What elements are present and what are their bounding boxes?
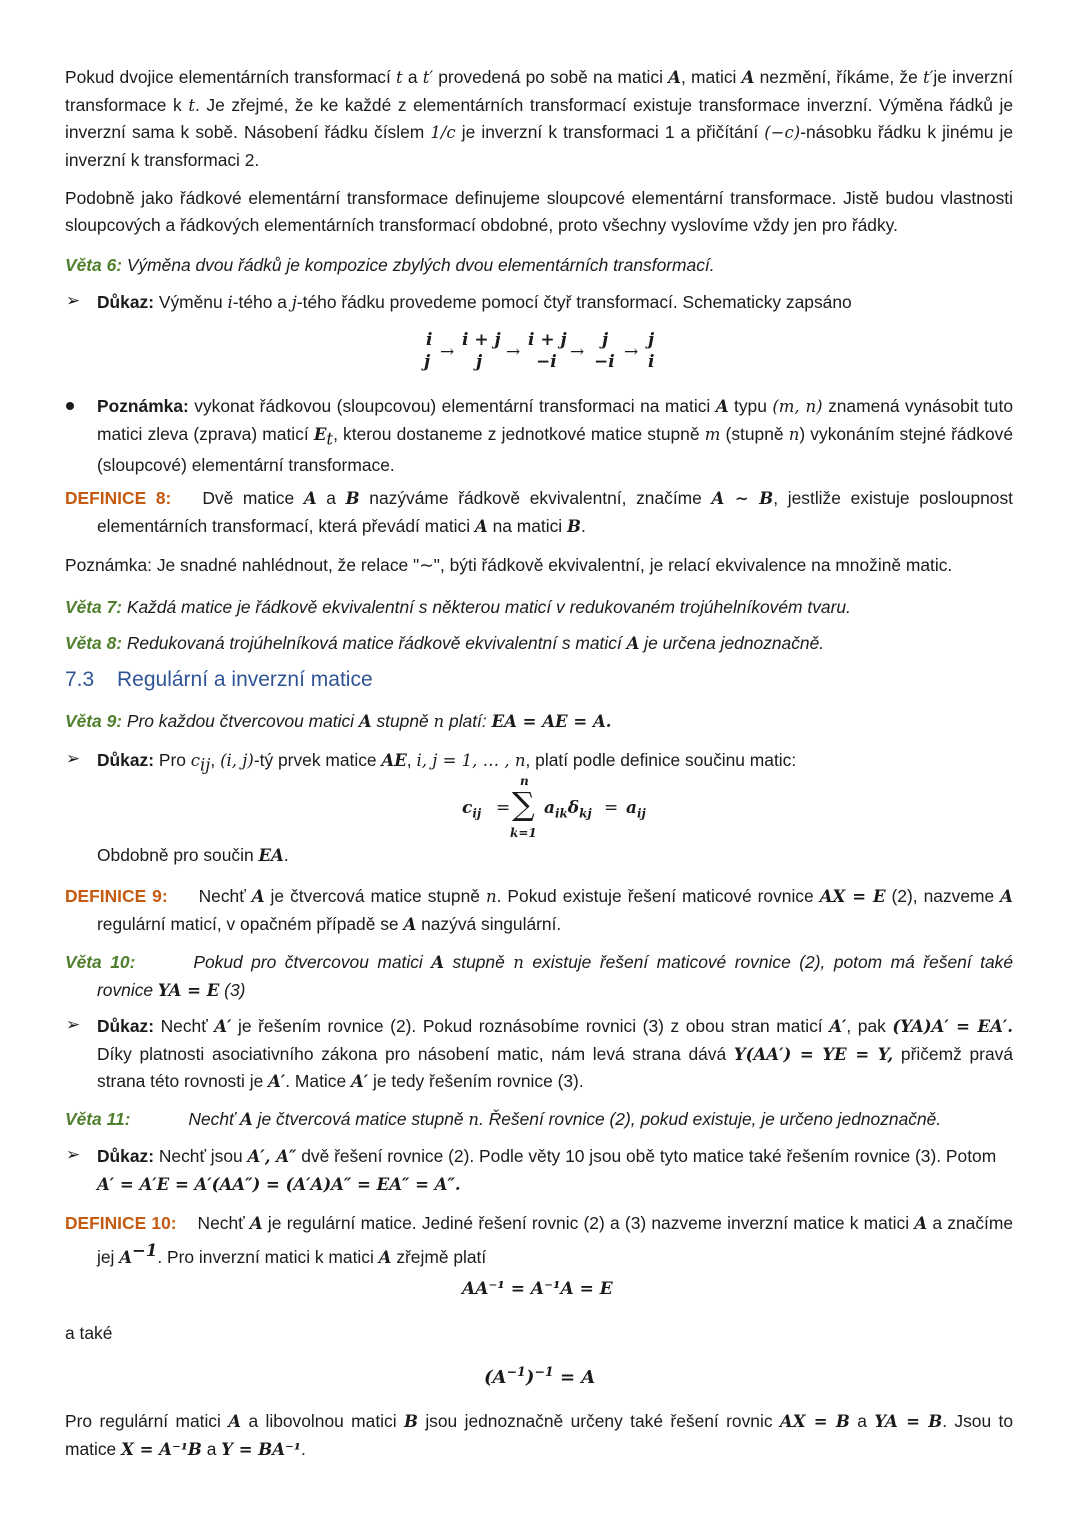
- text: Nechť: [198, 886, 252, 906]
- math-equation: YA = B: [874, 1412, 943, 1431]
- text: . Pro inverzní matici k matici: [157, 1246, 379, 1267]
- paragraph-regular-solutions: [65, 1408, 1013, 1463]
- schema-cell: j: [602, 330, 609, 350]
- math-identity-eq: EA = AE = A.: [491, 712, 612, 731]
- math-neg-c: (−c): [764, 123, 801, 142]
- text: . Je zřejmé, že ke každé z elementárních transformací existuje transformace inverzní. Výměna řádků je inverzní sama k sobě. Násobení řádku číslem: [65, 94, 1013, 142]
- theorem-label: Věta 6:: [65, 255, 123, 275]
- theorem-10: [65, 949, 1013, 1004]
- math-inv-c: 1/c: [430, 123, 456, 142]
- text: . Pokud existuje řešení maticové rovnice: [496, 886, 820, 906]
- math-A: A: [668, 68, 681, 87]
- text: typu: [728, 396, 773, 416]
- text: , kterou dostaneme z jednotkové matice stupně: [333, 423, 705, 444]
- row-swap-schema: [420, 330, 670, 380]
- schema-cell: i + j: [528, 330, 567, 350]
- theorem-label: Věta 7:: [65, 597, 123, 617]
- math-A: A: [431, 953, 445, 972]
- text: jsou jednoznačně určeny také řešení rovnic: [417, 1411, 780, 1431]
- math-A-prime: A′: [214, 1017, 232, 1036]
- math-a: a: [626, 798, 638, 818]
- proof-11: [97, 1143, 1013, 1198]
- theorem-text: Pokud pro čtvercovou matici: [193, 952, 432, 972]
- theorem-text: stupně: [371, 711, 434, 731]
- theorem-label: Věta 9:: [65, 711, 123, 731]
- text: regulární maticí, v opačném případě se: [97, 913, 404, 934]
- math-A: A: [228, 1412, 242, 1431]
- schema-cell: −i: [536, 352, 557, 372]
- theorem-text: stupně: [444, 952, 514, 972]
- math-B: B: [403, 1412, 418, 1431]
- note-label: Poznámka:: [97, 396, 189, 416]
- theorem-label: Věta 8:: [65, 633, 123, 653]
- math-j: j: [291, 293, 297, 312]
- math-B: B: [345, 489, 360, 508]
- text: (stupně: [720, 423, 789, 444]
- text: je regulární matice. Jediné řešení rovnic (2) a (3) nazveme inverzní matice k matici: [262, 1213, 915, 1233]
- proof-label: Důkaz:: [97, 750, 155, 770]
- theorem-text: je určena jednoznačně.: [639, 633, 825, 653]
- text: , platí podle definice součinu matic:: [525, 750, 797, 770]
- theorem-text: je čtvercová matice stupně: [252, 1109, 469, 1129]
- math-t-prime: t′: [422, 68, 434, 87]
- sum-upper-limit: n: [520, 774, 529, 788]
- math-sup: −1: [506, 1364, 526, 1379]
- math-sup: −1: [534, 1364, 554, 1379]
- text: -tého řádku provedeme pomocí čtyř transformací. Schematicky zapsáno: [296, 292, 852, 312]
- math-equation: AX = E: [819, 887, 886, 906]
- analogous-note: [97, 842, 1013, 870]
- paragraph-inverse-transform: [65, 64, 1013, 173]
- text: Dvě matice: [202, 488, 304, 508]
- math-m: m: [704, 424, 721, 444]
- text: Výměnu: [154, 292, 228, 312]
- text: ) vykonáním stejné řádkové (sloupcové) elementární transformace.: [97, 423, 1014, 476]
- math-A-prime: A′: [829, 1017, 847, 1036]
- text: a značíme jej: [97, 1213, 1013, 1267]
- text: Nechť: [154, 1016, 215, 1036]
- text: ,: [210, 750, 221, 770]
- text: Pro regulární matici: [65, 1411, 229, 1431]
- also-text: a také: [65, 1323, 113, 1343]
- math-t-prime: t′: [922, 68, 934, 87]
- schema-cell: i: [426, 330, 433, 350]
- math-A: A: [715, 397, 729, 416]
- math-n: n: [468, 1110, 480, 1129]
- theorem-label: Věta 10:: [65, 952, 136, 972]
- text: (2), nazveme: [885, 886, 1001, 906]
- math-EA: EA: [258, 846, 284, 865]
- math-n: n: [485, 887, 497, 906]
- math-n: n: [433, 712, 445, 731]
- math-equation: Y(AA′) = YE = Y,: [733, 1044, 894, 1064]
- text: , pak: [846, 1016, 893, 1036]
- theorem-8: [65, 630, 1013, 658]
- arrow-icon: →: [570, 342, 585, 362]
- proof-label: Důkaz:: [97, 1146, 155, 1166]
- math-i: i: [227, 293, 233, 312]
- math-relation: A ∼ B: [711, 489, 774, 508]
- math-sup: −1: [132, 1240, 158, 1260]
- math-mn: (m, n): [772, 397, 823, 416]
- math-t: t: [396, 68, 403, 87]
- theorem-11: [65, 1106, 1013, 1134]
- text: .: [580, 515, 586, 536]
- section-number: 7.3: [65, 668, 95, 691]
- arrow-icon: →: [440, 342, 455, 362]
- math-rest: = A: [553, 1367, 596, 1388]
- text: -tého a: [232, 292, 292, 312]
- text: , matici: [680, 67, 742, 87]
- theorem-text: (3): [219, 979, 246, 1000]
- text: je řešením rovnice (2). Pokud roznásobíme rovnici (3) z obou stran maticí: [231, 1016, 830, 1036]
- math-sub: ij: [472, 806, 482, 821]
- math-sub: ij: [637, 806, 646, 821]
- math-A-prime: A′: [350, 1072, 369, 1091]
- text: a: [316, 488, 346, 508]
- math-A: A: [914, 1214, 928, 1233]
- schema-cell: j: [648, 330, 655, 350]
- math-equation: YA = E: [157, 980, 220, 1000]
- math-sub-ij: ij: [200, 755, 211, 775]
- text: provedená po sobě na matici: [433, 67, 669, 87]
- math-B: B: [567, 516, 581, 536]
- text: Pro: [154, 750, 191, 770]
- math-delta: δ: [567, 798, 580, 818]
- proof-6: [97, 289, 1013, 317]
- math-A: A: [251, 887, 265, 906]
- math-n: n: [788, 424, 800, 444]
- text: je tedy řešením rovnice (3).: [368, 1071, 584, 1091]
- text: Nechť: [197, 1213, 250, 1233]
- theorem-text: Pro každou čtvercovou matici: [122, 711, 359, 731]
- definition-label: DEFINICE 8:: [65, 488, 172, 508]
- definition-8: [65, 485, 1013, 540]
- text: a libovolnou matici: [241, 1411, 404, 1431]
- double-inverse-equation: [484, 1364, 595, 1388]
- text: . Jsou to matice: [65, 1411, 1014, 1459]
- math-c: c: [190, 751, 200, 770]
- text: je inverzní k transformaci 1 a přičítání: [455, 122, 765, 142]
- proof-label: Důkaz:: [97, 1016, 155, 1036]
- math-a: a: [544, 798, 556, 818]
- math-equation: AX = B: [779, 1412, 850, 1431]
- math-c: c: [462, 798, 473, 818]
- text: nazývá singulární.: [416, 913, 562, 934]
- math-A: A: [358, 712, 372, 731]
- math-A-prime: A′: [268, 1072, 286, 1091]
- math-n: n: [513, 953, 524, 972]
- equals-sign: =: [604, 798, 619, 818]
- inverse-equation: AA⁻¹ = A⁻¹A = E: [462, 1279, 613, 1299]
- math-range: i, j = 1, … , n: [416, 751, 526, 770]
- math-sub-t: t: [326, 428, 334, 448]
- math-sub: ik: [555, 806, 568, 821]
- arrow-icon: →: [624, 342, 639, 362]
- schema-cell: i + j: [462, 330, 501, 350]
- schema-cell: −i: [594, 352, 615, 372]
- arrow-bullet-icon: ➢: [66, 291, 81, 310]
- text: -násobku řádku k jinému je inverzní k transformaci 2.: [65, 122, 1013, 170]
- text: ,: [406, 750, 417, 770]
- math-equation: Y = BA⁻¹: [221, 1439, 301, 1459]
- definition-10: [65, 1210, 1013, 1271]
- equals-sign: =: [496, 798, 511, 818]
- text: nazýváme řádkově ekvivalentní, značíme: [359, 488, 712, 508]
- theorem-text: Nechť: [188, 1109, 241, 1129]
- math-equation: (YA)A′ = EA′.: [892, 1017, 1013, 1036]
- text: nezmění, říkáme, že: [754, 67, 923, 87]
- math-open: (A: [484, 1367, 507, 1388]
- math-A: A: [474, 516, 488, 536]
- math-A: A: [303, 489, 317, 508]
- math-A: A: [626, 634, 640, 653]
- math-solutions: A′, A″: [247, 1147, 297, 1166]
- text: na matici: [487, 515, 567, 536]
- math-t: t: [188, 95, 195, 115]
- text: .: [301, 1438, 306, 1459]
- text: Pokud dvojice elementárních transformací: [65, 67, 397, 87]
- text: je čtvercová matice stupně: [264, 886, 486, 906]
- text: Nechť jsou: [154, 1146, 248, 1166]
- theorem-text: Výměna dvou řádků je kompozice zbylých dvou elementárních transformací.: [122, 255, 715, 275]
- section-title: Regulární a inverzní matice: [117, 668, 373, 691]
- theorem-text: existuje řešení maticové rovnice (2), potom má řešení také rovnice: [97, 952, 1013, 1000]
- proof-label: Důkaz:: [97, 292, 155, 312]
- theorem-9: [65, 708, 1013, 736]
- theorem-text: Každá matice je řádkově ekvivalentní s některou maticí v redukovaném trojúhelníkovém tvaru.: [122, 597, 851, 617]
- sum-lower-limit: k=1: [510, 826, 537, 840]
- bullet-dot-icon: [66, 402, 74, 410]
- text: a: [849, 1411, 875, 1431]
- theorem-text: platí:: [444, 711, 492, 731]
- text: zřejmě platí: [391, 1246, 487, 1267]
- paragraph-column-transforms: Podobně jako řádkové elementární transformace definujeme sloupcové elementární transformace. Jistě budou vlastnosti sloupcových a řádkových elementárních transformací obdobné, proto všechny vyslovíme vždy jen pro řádky.: [65, 188, 1013, 235]
- math-close: ): [525, 1367, 535, 1388]
- math-A: A: [249, 1214, 263, 1233]
- schema-cell: i: [648, 352, 655, 372]
- arrow-bullet-icon: ➢: [66, 1015, 81, 1034]
- math-ij-pair: (i, j): [220, 751, 254, 770]
- arrow-bullet-icon: ➢: [66, 749, 81, 768]
- text: je inverzní transformace k: [65, 67, 1013, 115]
- math-AE: AE: [381, 751, 407, 770]
- math-A: A: [119, 1247, 133, 1267]
- text: . Matice: [285, 1071, 351, 1091]
- math-A: A: [741, 68, 755, 87]
- arrow-bullet-icon: ➢: [66, 1145, 81, 1164]
- math-equation: A′ = A′E = A′(AA″) = (A′A)A″ = EA″ = A″.: [97, 1174, 461, 1194]
- arrow-icon: →: [506, 342, 521, 362]
- text: přičemž pravá strana této rovnosti je: [97, 1043, 1014, 1091]
- math-sub: kj: [579, 806, 592, 821]
- theorem-text: . Řešení rovnice (2), pokud existuje, je určeno jednoznačně.: [479, 1109, 942, 1129]
- proof-10: [97, 1013, 1013, 1096]
- math-A: A: [378, 1247, 392, 1267]
- text: znamená vynásobit tuto matici zleva (zprava) maticí: [97, 396, 1013, 444]
- text: .: [283, 845, 289, 865]
- math-equation: X = A⁻¹B: [121, 1439, 202, 1459]
- math-E: E: [313, 424, 327, 444]
- definition-label: DEFINICE 10:: [65, 1213, 177, 1233]
- note-equivalence: Poznámka: Je snadné nahlédnout, že relace "∼", býti řádkově ekvivalentní, je relací ekvivalence na množině matic.: [65, 555, 953, 575]
- text: a: [402, 67, 423, 87]
- note-elementary-matrix: [97, 393, 1013, 479]
- theorem-label: Věta 11:: [65, 1109, 131, 1129]
- section-heading: [65, 668, 373, 692]
- schema-cell: j: [476, 352, 483, 372]
- math-A: A: [403, 914, 417, 934]
- text: Obdobně pro součin: [97, 845, 259, 865]
- text: Díky platnosti asociativního zákona pro násobení matic, nám levá strana dává: [97, 1043, 734, 1064]
- sum-equation: [462, 774, 662, 844]
- theorem-text: Redukovaná trojúhelníková matice řádkově ekvivalentní s maticí: [122, 633, 627, 653]
- math-A: A: [240, 1110, 253, 1129]
- sigma-icon: ∑: [512, 785, 535, 823]
- text: -tý prvek matice: [253, 750, 382, 770]
- definition-9: [65, 883, 1013, 938]
- math-A: A: [1000, 887, 1013, 906]
- text: vykonat řádkovou (sloupcovou) elementární transformaci na matici: [188, 396, 716, 416]
- schema-cell: j: [424, 352, 431, 372]
- text: , jestliže existuje posloupnost elementárních transformací, která převádí matici: [97, 488, 1014, 536]
- text: a: [201, 1438, 222, 1459]
- theorem-6: [65, 252, 1013, 279]
- text: dvě řešení rovnice (2). Podle věty 10 jsou obě tyto matice také řešením rovnice (3). Potom: [296, 1146, 997, 1166]
- definition-label: DEFINICE 9:: [65, 886, 168, 906]
- theorem-7: [65, 594, 1013, 621]
